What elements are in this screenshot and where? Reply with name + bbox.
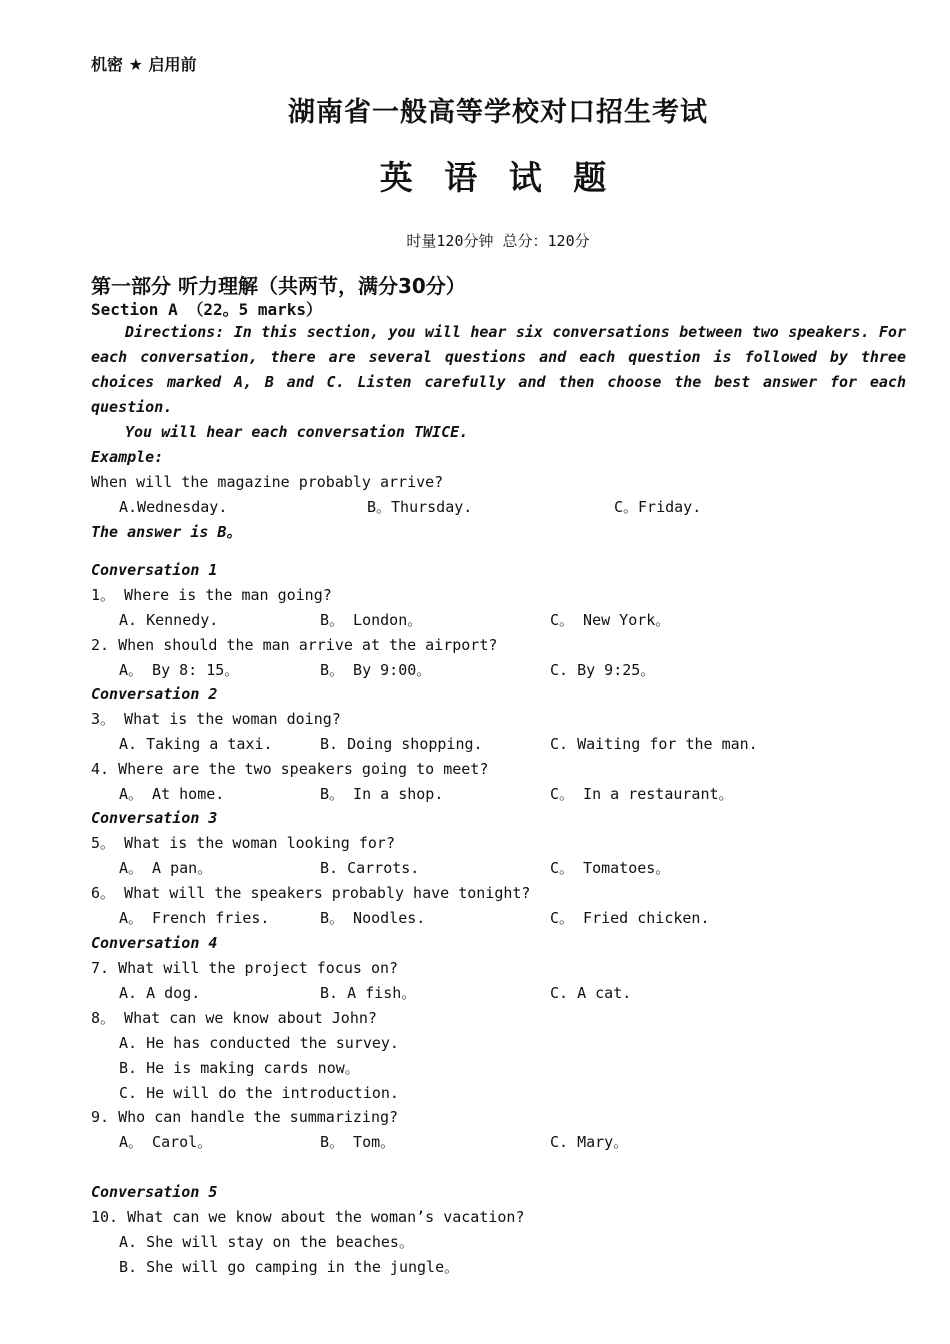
- option-b: B. She will go camping in the jungle。: [119, 1258, 460, 1276]
- time-score-info: 时量120分钟 总分：120分: [406, 232, 590, 250]
- example-option: A.Wednesday.: [119, 498, 228, 516]
- section-title: Section A （22。5 marks）: [91, 300, 323, 319]
- option-b: B。 London。: [320, 611, 423, 629]
- option-a: A. Taking a taxi.: [119, 735, 273, 753]
- option-b: B。 By 9:00。: [320, 661, 432, 679]
- directions: [91, 320, 906, 445]
- question: 4. Where are the two speakers going to meet?: [91, 760, 489, 778]
- question: 10. What can we know about the woman’s vacation?: [91, 1208, 525, 1226]
- option-c: C. Mary。: [550, 1133, 629, 1151]
- option-a: A。 Carol。: [119, 1133, 213, 1151]
- option-a: A。 By 8: 15。: [119, 661, 240, 679]
- option-a: A. Kennedy.: [119, 611, 219, 629]
- question: 6。 What will the speakers probably have tonight?: [91, 884, 531, 902]
- option-c: C。 In a restaurant。: [550, 785, 734, 803]
- example-label: Example:: [91, 448, 164, 466]
- conversation-label: Conversation 3: [91, 809, 218, 827]
- option-c: C. By 9:25。: [550, 661, 656, 679]
- option-c: C. He will do the introduction.: [119, 1084, 399, 1102]
- conversation-label: Conversation 5: [91, 1183, 218, 1201]
- example-option: B。Thursday.: [367, 498, 473, 516]
- conversation-label: Conversation 2: [91, 685, 218, 703]
- option-a: A。 French fries.: [119, 909, 270, 927]
- option-a: A。 At home.: [119, 785, 225, 803]
- option-a: A. A dog.: [119, 984, 201, 1002]
- option-a: A. She will stay on the beaches。: [119, 1233, 414, 1251]
- option-c: C. A cat.: [550, 984, 632, 1002]
- example-answer: The answer is B。: [91, 523, 242, 541]
- exam-title: 湖南省一般高等学校对口招生考试: [288, 97, 708, 128]
- question: 5。 What is the woman looking for?: [91, 834, 395, 852]
- question: 7. What will the project focus on?: [91, 959, 399, 977]
- option-a: A。 A pan。: [119, 859, 213, 877]
- question: 8。 What can we know about John?: [91, 1009, 377, 1027]
- option-b: B. Carrots.: [320, 859, 420, 877]
- option-b: B. Doing shopping.: [320, 735, 483, 753]
- example-question: When will the magazine probably arrive?: [91, 473, 444, 491]
- option-b: B。 Noodles.: [320, 909, 426, 927]
- option-b: B. He is making cards now。: [119, 1059, 360, 1077]
- option-b: B。 In a shop.: [320, 785, 444, 803]
- twice-note: You will hear each conversation TWICE.: [125, 423, 469, 441]
- question: 2. When should the man arrive at the airport?: [91, 636, 498, 654]
- option-b: B。 Tom。: [320, 1133, 396, 1151]
- conversation-label: Conversation 4: [91, 934, 218, 952]
- option-a: A. He has conducted the survey.: [119, 1034, 399, 1052]
- option-b: B. A fish。: [320, 984, 417, 1002]
- directions-text: Directions: In this section, you will hear six conversations between two speakers. For each conversation, there are several questions and each question is followed by three choices marked A, B and C. Listen carefully and then choose the best answer for each question.: [91, 323, 906, 416]
- option-c: C。 New York。: [550, 611, 671, 629]
- option-c: C。 Fried chicken.: [550, 909, 710, 927]
- confidential-label: 机密 ★ 启用前: [91, 55, 197, 74]
- subject-title: 英 语 试 题: [379, 158, 617, 197]
- option-c: C. Waiting for the man.: [550, 735, 758, 753]
- question: 9. Who can handle the summarizing?: [91, 1108, 399, 1126]
- example-option: C。Friday.: [614, 498, 702, 516]
- conversation-label: Conversation 1: [91, 561, 218, 579]
- part-title: 第一部分 听力理解（共两节，满分30分）: [91, 274, 466, 298]
- option-c: C。 Tomatoes。: [550, 859, 671, 877]
- question: 3。 What is the woman doing?: [91, 710, 341, 728]
- question: 1。 Where is the man going?: [91, 586, 332, 604]
